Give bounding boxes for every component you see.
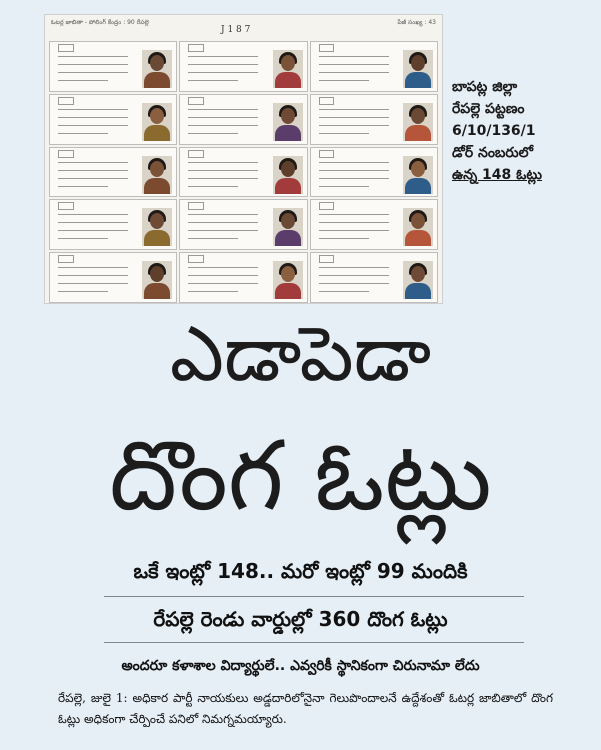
voter-photo <box>403 156 433 194</box>
voter-card-text-line <box>58 133 108 134</box>
voter-card-text-line <box>319 117 389 118</box>
voter-card <box>179 94 307 145</box>
side-caption-line: ఉన్న 148 ఓట్లు <box>452 167 543 183</box>
voter-card-text-line <box>188 283 258 284</box>
voter-card <box>310 94 438 145</box>
voter-card-text-line <box>58 64 128 65</box>
voter-card-text-line <box>188 64 258 65</box>
voter-card-text-line <box>319 186 369 187</box>
voter-photo-shape <box>405 72 431 88</box>
voter-card-text-line <box>58 125 128 126</box>
voter-card <box>310 199 438 250</box>
voter-card-text-line <box>58 117 128 118</box>
voter-photo-shape <box>405 178 431 194</box>
voter-card-text-line <box>319 267 389 268</box>
voter-card <box>179 252 307 303</box>
voter-card-text-line <box>58 186 108 187</box>
voter-card-serial-box <box>319 202 335 210</box>
voter-card-text-line <box>319 222 389 223</box>
headline-line-2: దొంగ ఓట్లు <box>109 420 492 532</box>
voter-photo-shape <box>275 72 301 88</box>
voter-card-text-line <box>188 170 258 171</box>
voter-photo-shape <box>281 55 295 71</box>
voter-card <box>49 199 177 250</box>
side-caption-line: రేపల్లె పట్టణం <box>452 101 525 117</box>
voter-card-text-line <box>58 72 128 73</box>
voter-photo-shape <box>405 230 431 246</box>
voter-card-text-line <box>188 125 258 126</box>
voter-card-serial-box <box>58 202 74 210</box>
voter-list-header-right: పేజీ సంఖ్య : 43 <box>397 19 436 26</box>
voter-card-serial-box <box>58 44 74 52</box>
voter-card <box>310 252 438 303</box>
voter-photo <box>142 103 172 141</box>
voter-photo-shape <box>281 213 295 229</box>
voter-card-text-line <box>58 109 128 110</box>
voter-photo-shape <box>150 108 164 124</box>
voter-card-text-line <box>188 162 258 163</box>
voter-photo <box>403 103 433 141</box>
voter-card-text-line <box>58 178 128 179</box>
voter-photo-shape <box>144 178 170 194</box>
voter-card-text-line <box>188 133 238 134</box>
voter-card-text-line <box>319 170 389 171</box>
voter-card-text-line <box>319 178 389 179</box>
voter-photo-shape <box>411 266 425 282</box>
voter-card-text-line <box>188 230 258 231</box>
voter-photo-shape <box>144 125 170 141</box>
voter-photo-shape <box>411 213 425 229</box>
voter-card <box>49 252 177 303</box>
voter-photo-shape <box>275 283 301 299</box>
voter-card-text-line <box>319 64 389 65</box>
voter-card-serial-box <box>319 255 335 263</box>
voter-photo <box>273 208 303 246</box>
voter-card-text-line <box>319 72 389 73</box>
voter-card-text-line <box>58 222 128 223</box>
voter-card-text-line <box>188 117 258 118</box>
voter-card-text-line <box>319 275 389 276</box>
voter-card-text-line <box>58 162 128 163</box>
voter-photo <box>142 208 172 246</box>
voter-card-text-line <box>58 214 128 215</box>
voter-card-text-line <box>58 283 128 284</box>
voter-card-serial-box <box>58 97 74 105</box>
voter-list-header-mark: J 1 8 7 <box>221 25 251 35</box>
voter-card-text-line <box>319 238 369 239</box>
voter-photo <box>273 261 303 299</box>
voter-card-text-line <box>319 133 369 134</box>
voter-card-text-line <box>319 283 389 284</box>
side-caption-line: డోర్ నంబరులో <box>452 145 533 161</box>
voter-photo-shape <box>150 213 164 229</box>
voter-card-text-line <box>188 291 238 292</box>
voter-card-serial-box <box>188 202 204 210</box>
voter-card-text-line <box>58 238 108 239</box>
voter-photo <box>142 261 172 299</box>
voter-photo <box>273 50 303 88</box>
voter-photo-shape <box>405 283 431 299</box>
voter-card-serial-box <box>188 150 204 158</box>
voter-photo <box>273 103 303 141</box>
voter-photo <box>403 208 433 246</box>
voter-photo-shape <box>405 125 431 141</box>
voter-card-text-line <box>58 230 128 231</box>
voter-card-text-line <box>188 56 258 57</box>
voter-list-photo <box>44 14 443 304</box>
subheadline-3: అందరూ కళాశాల విద్యార్థులే.. ఎవ్వరికీ స్థానికంగా చిరునామా లేదు <box>121 658 480 674</box>
side-caption <box>452 76 597 186</box>
voter-card-text-line <box>58 56 128 57</box>
voter-photo-shape <box>281 266 295 282</box>
voter-card-grid <box>49 41 438 303</box>
article-body: రేపల్లె, జులై 1: అధికార పార్టీ నాయకులు అడ్డదారిలోనైనా గెలుపొందాలనే ఉద్దేశంతో ఓటర్ల జాబితాలో దొంగ ఓట్లు అధికంగా చేర్పించే పనిలో నిమగ్నమయ్యారు. <box>58 691 553 726</box>
voter-card-text-line <box>58 291 108 292</box>
subheadline-1: ఒకే ఇంట్లో 148.. మరో ఇంట్లో 99 మందికి <box>133 559 468 583</box>
voter-photo <box>142 156 172 194</box>
voter-photo-shape <box>275 178 301 194</box>
voter-card-serial-box <box>319 44 335 52</box>
voter-card-text-line <box>319 214 389 215</box>
voter-card-text-line <box>188 80 238 81</box>
voter-card <box>310 147 438 198</box>
subheadline-2: రేపల్లె రెండు వార్డుల్లో 360 దొంగ ఓట్లు <box>153 607 448 631</box>
voter-photo <box>403 261 433 299</box>
voter-card-serial-box <box>188 44 204 52</box>
voter-card-text-line <box>188 275 258 276</box>
voter-photo <box>142 50 172 88</box>
voter-card-text-line <box>188 186 238 187</box>
divider <box>104 596 524 597</box>
voter-card-serial-box <box>58 150 74 158</box>
voter-card <box>179 41 307 92</box>
voter-card-text-line <box>319 109 389 110</box>
voter-card <box>49 94 177 145</box>
voter-photo-shape <box>411 108 425 124</box>
voter-card-serial-box <box>319 150 335 158</box>
side-caption-line: బాపట్ల జిల్లా <box>452 79 518 95</box>
voter-card-text-line <box>188 238 238 239</box>
voter-card-text-line <box>319 230 389 231</box>
voter-photo-shape <box>275 125 301 141</box>
voter-card-text-line <box>319 125 389 126</box>
voter-card-text-line <box>188 222 258 223</box>
voter-card-serial-box <box>188 97 204 105</box>
voter-card-text-line <box>188 267 258 268</box>
voter-photo-shape <box>144 72 170 88</box>
voter-card-text-line <box>188 214 258 215</box>
voter-photo-shape <box>281 108 295 124</box>
voter-photo-shape <box>411 55 425 71</box>
voter-card-text-line <box>188 72 258 73</box>
divider <box>104 642 524 643</box>
voter-card-text-line <box>58 275 128 276</box>
voter-card-text-line <box>319 291 369 292</box>
voter-list-header-left: ఓటర్ల జాబితా - పోలింగ్ కేంద్రం : 90 రేపల్లె <box>51 19 149 26</box>
voter-card-serial-box <box>58 255 74 263</box>
headline-line-1: ఎడాపెడా <box>169 309 432 398</box>
voter-card <box>49 147 177 198</box>
voter-card-text-line <box>58 80 108 81</box>
voter-photo <box>273 156 303 194</box>
voter-photo-shape <box>411 161 425 177</box>
voter-card-text-line <box>319 162 389 163</box>
voter-card <box>49 41 177 92</box>
voter-photo-shape <box>150 161 164 177</box>
voter-photo <box>403 50 433 88</box>
voter-card <box>179 199 307 250</box>
voter-card-text-line <box>58 170 128 171</box>
voter-card <box>179 147 307 198</box>
voter-photo-shape <box>150 55 164 71</box>
voter-photo-shape <box>150 266 164 282</box>
voter-card-serial-box <box>188 255 204 263</box>
voter-photo-shape <box>144 283 170 299</box>
voter-photo-shape <box>281 161 295 177</box>
voter-card-text-line <box>319 80 369 81</box>
side-caption-line: 6/10/136/1 <box>452 123 536 139</box>
voter-card-text-line <box>188 178 258 179</box>
voter-card-serial-box <box>319 97 335 105</box>
voter-card-text-line <box>319 56 389 57</box>
voter-photo-shape <box>275 230 301 246</box>
voter-list-header <box>51 17 436 33</box>
voter-card <box>310 41 438 92</box>
voter-card-text-line <box>188 109 258 110</box>
voter-card-text-line <box>58 267 128 268</box>
voter-photo-shape <box>144 230 170 246</box>
